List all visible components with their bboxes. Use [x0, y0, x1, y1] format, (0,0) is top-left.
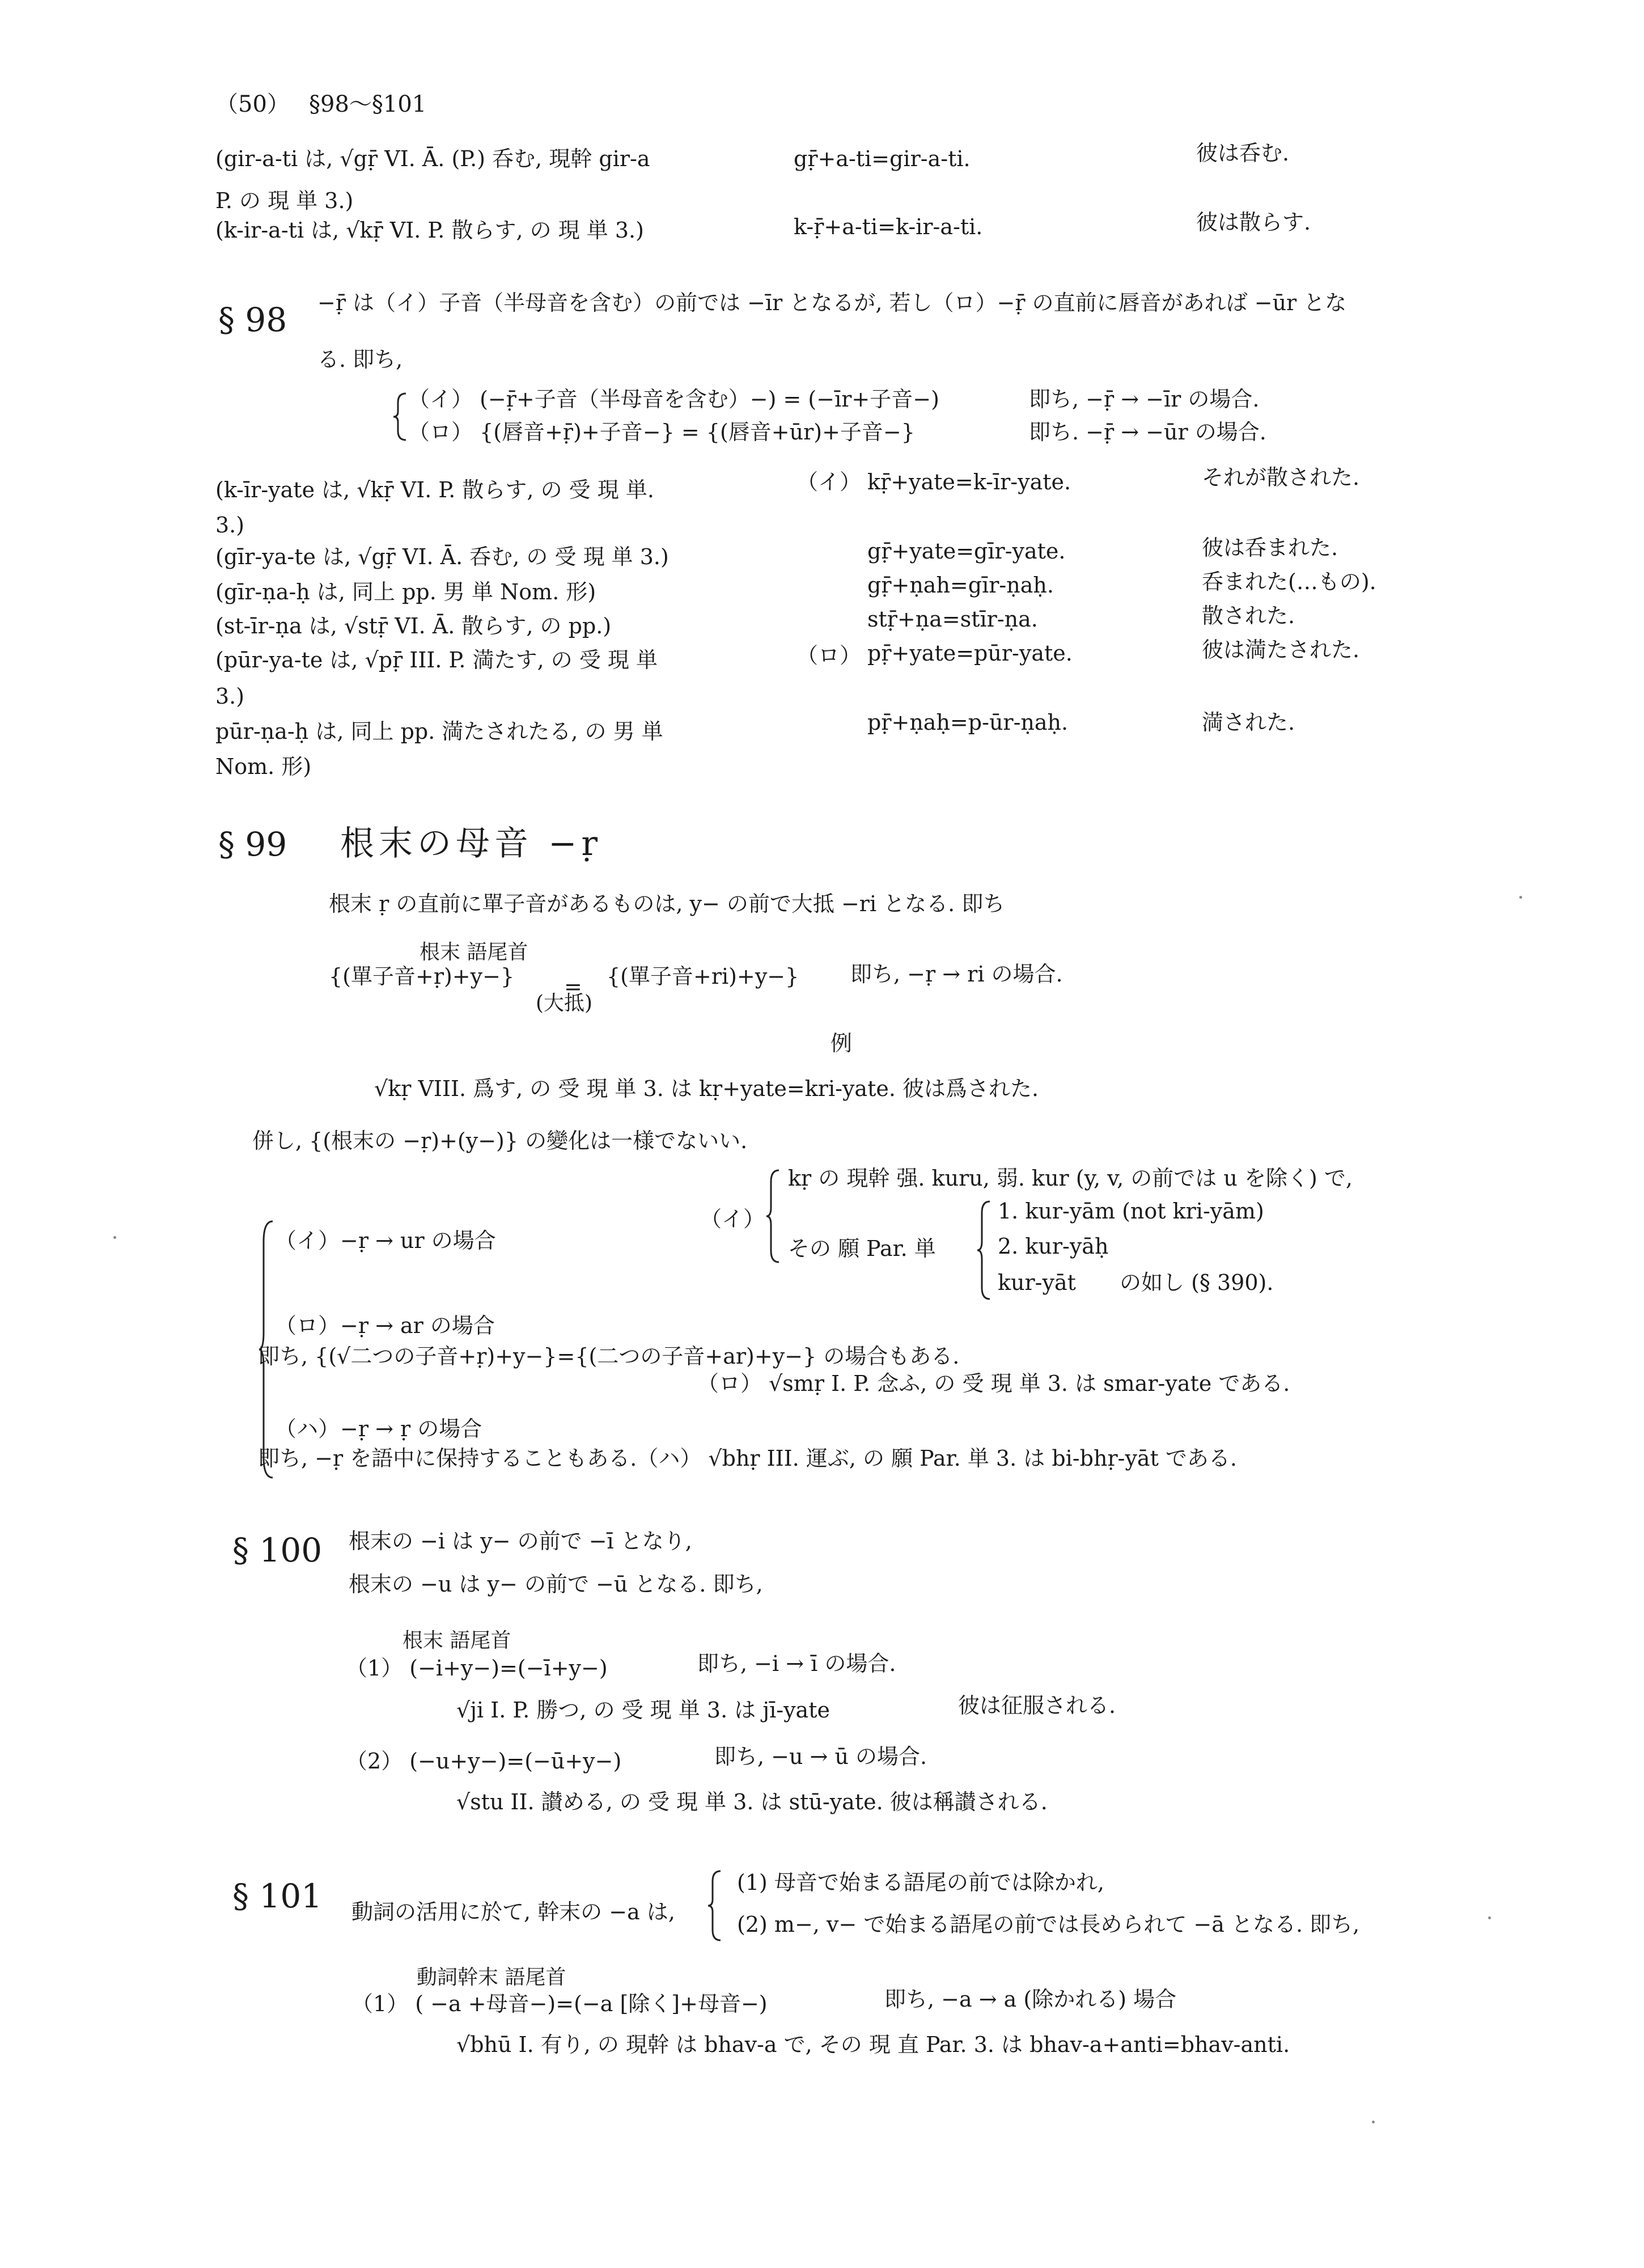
forms-brace: [975, 1199, 992, 1301]
page-number: （50）: [215, 91, 290, 117]
s100-example-1-meaning: 彼は征服される.: [958, 1693, 1116, 1718]
rule-ro: （ロ） {(唇音+ṝ)+子音−} = {(唇音+ūr)+子音−}: [408, 420, 915, 445]
s99-formula-eq: =: [564, 974, 582, 999]
scan-speck: [1372, 2121, 1375, 2123]
s98-label-ro: （ロ）: [796, 643, 862, 668]
s101-example: √bhū I. 有り, の 現幹 は bhav-a で, その 現 直 Par. 3. は bhav-a+anti=bhav-anti.: [456, 2032, 1290, 2057]
s98-label-i: （イ）: [796, 469, 862, 494]
s100-rule-2-note: 即ち, −u → ū の場合.: [714, 1744, 927, 1769]
s101-brace: [706, 1869, 723, 1943]
s99-case-ro-soku: 即ち, {(√二つの子音+ṛ)+y−}={(二つの子音+ar)+y−} の場合もある.: [258, 1344, 960, 1369]
s100-example-2: √stu II. 讃める, の 受 現 単 3. は stū-yate. 彼は稱讃される.: [456, 1789, 1048, 1814]
s98-meaning-3: 呑まれた(…もの).: [1202, 569, 1376, 594]
s100-rule-2: （2） (−u+y−)=(−ū+y−): [346, 1749, 622, 1774]
s98-formula-5: pṝ+yate=pūr-yate.: [867, 641, 1073, 666]
intro-formula-1: gṝ+a-ti=gir-a-ti.: [794, 146, 971, 171]
s99-formula-left: {(單子音+ṛ)+y−}: [329, 964, 515, 989]
section-98-text-2: る. 即ち,: [317, 347, 403, 372]
s100-rule-1: （1） (−i+y−)=(−ī+y−): [346, 1656, 608, 1681]
rule-ro-note: 即ち. −ṝ → −ūr の場合.: [1029, 420, 1266, 445]
s98-example-5-cont: 3.): [215, 684, 245, 709]
s98-example-6-cont: Nom. 形): [215, 754, 312, 779]
s101-rule-1: （1） ( −a +母音−)=(−a [除く]+母音−): [351, 1991, 768, 2016]
s99-case-i-text: −ṛ → ur の場合: [340, 1228, 496, 1253]
s98-formula-1: kṝ+yate=k-īr-yate.: [867, 469, 1071, 494]
intro-line-3: (k-ir-a-ti は, √kṝ VI. P. 散らす, の 現 単 3.): [215, 218, 644, 243]
s98-example-2: (gīr-ya-te は, √gṝ VI. Ā. 呑む, の 受 現 単 3.): [215, 544, 669, 569]
s99-case-ro-example: （ロ） √smṛ I. P. 念ふ, の 受 現 単 3. は smar-yate である.: [697, 1371, 1290, 1396]
rule-i-note: 即ち, −ṝ → −īr の場合.: [1029, 387, 1260, 412]
s98-formula-2: gṝ+yate=gīr-yate.: [867, 539, 1066, 564]
s98-meaning-5: 彼は満たされた.: [1202, 637, 1360, 662]
s99-example: √kṛ VIII. 爲す, の 受 現 単 3. は kṛ+yate=kri-yate. 彼は爲された.: [374, 1076, 1039, 1101]
s101-item-2: (2) m−, v− で始まる語尾の前では長められて −ā となる. 即ち,: [737, 1912, 1360, 1937]
s99-form-3: kur-yāt: [998, 1270, 1076, 1295]
s99-form-1: 1. kur-yām (not kri-yām): [998, 1199, 1264, 1224]
section-100-heading: § 100: [232, 1531, 323, 1569]
s99-formula-note: 即ち, −ṛ → ri の場合.: [850, 962, 1063, 987]
s98-meaning-6: 満された.: [1202, 710, 1295, 735]
intro-meaning-1: 彼は呑む.: [1196, 141, 1290, 166]
s99-case-ro-text: −ṛ → ar の場合: [340, 1313, 495, 1338]
s99-case-ha-soku: 即ち, −ṛ を語中に保持することもある.（ハ） √bhṛ III. 運ぶ, の 願 Par. 単 3. は bi-bhṛ-yāt である.: [258, 1446, 1237, 1471]
s99-case-ro-label: （ロ）: [275, 1313, 340, 1338]
intro-line-2: P. の 現 単 3.): [215, 188, 354, 213]
s101-rule-1-note: 即ち, −a → a (除かれる) 場合: [884, 1987, 1177, 2012]
s99-sub-i-2: その 願 Par. 単: [788, 1236, 936, 1261]
s98-meaning-1: それが散された.: [1202, 465, 1360, 490]
s98-example-1: (k-īr-yate は, √kṝ VI. P. 散らす, の 受 現 単.: [215, 477, 654, 502]
s99-but: 併し, {(根末の −ṛ)+(y−)} の變化は一様でないい.: [252, 1128, 748, 1153]
section-range: §98〜§101: [309, 91, 427, 117]
rule-i: （イ） (−ṝ+子音（半母音を含む）−) = (−īr+子音−): [408, 387, 939, 412]
s101-item-1: (1) 母音で始まる語尾の前では除かれ,: [737, 1870, 1104, 1895]
s98-formula-4: stṝ+ṇa=stīr-ṇa.: [867, 607, 1038, 632]
s100-text-1: 根末の −i は y− の前で −ī となり,: [349, 1529, 692, 1554]
s98-example-4: (st-īr-ṇa は, √stṝ VI. Ā. 散らす, の pp.): [215, 613, 612, 638]
s99-formula-right: {(單子音+ri)+y−}: [607, 964, 799, 989]
s99-form-2: 2. kur-yāḥ: [998, 1234, 1109, 1259]
s100-label-root: 根末 語尾首: [402, 1629, 511, 1652]
section-99-title: 根末の母音 −ṛ: [340, 824, 603, 864]
s99-label-root: 根末 語尾首: [420, 941, 528, 964]
scan-speck: [1519, 896, 1522, 899]
scan-speck: [113, 1236, 116, 1239]
s98-meaning-4: 散された.: [1202, 603, 1295, 628]
s98-formula-6: pṝ+ṇaḥ=p-ūr-ṇaḥ.: [867, 710, 1069, 735]
s99-case-ha-label: （ハ）: [275, 1416, 340, 1441]
sub-brace: [764, 1168, 781, 1264]
intro-line-1: (gir-a-ti は, √gṝ VI. Ā. (P.) 呑む, 現幹 gir-a: [215, 146, 650, 171]
intro-meaning-3: 彼は散らす.: [1196, 210, 1311, 235]
s98-formula-3: gṝ+ṇah=gīr-ṇaḥ.: [867, 573, 1054, 598]
rule-brace: [391, 391, 408, 442]
s99-case-ha-text: −ṛ → ṛ の場合: [340, 1416, 482, 1441]
s98-example-6: pūr-ṇa-ḥ は, 同上 pp. 満たされたる, の 男 単: [215, 719, 663, 744]
s99-label-mostly: (大抵): [536, 992, 593, 1015]
s100-rule-1-note: 即ち, −i → ī の場合.: [697, 1651, 896, 1676]
s98-example-1-cont: 3.): [215, 513, 245, 538]
section-98-heading: § 98: [218, 301, 287, 339]
s101-label-stem: 動詞幹末 語尾首: [417, 1966, 566, 1989]
s100-text-2: 根末の −u は y− の前で −ū となる. 即ち,: [349, 1572, 763, 1597]
s99-form-3-note: の如し (§ 390).: [1120, 1270, 1274, 1295]
s99-text-1: 根末 ṛ の直前に單子音があるものは, y− の前で大抵 −ri となる. 即ち: [329, 891, 1005, 916]
scan-speck: [1488, 1916, 1491, 1919]
s100-example-1: √ji I. P. 勝つ, の 受 現 単 3. は jī-yate: [456, 1698, 830, 1723]
s99-case-i-label: （イ）: [275, 1228, 340, 1253]
s98-meaning-2: 彼は呑まれた.: [1202, 535, 1338, 560]
section-98-text-1: −ṝ は（イ）子音（半母音を含む）の前では −īr となるが, 若し（ロ）−ṝ の直前に唇音があれば −ūr とな: [317, 290, 1347, 315]
section-101-heading: § 101: [232, 1877, 323, 1915]
s99-sub-i-1: kṛ の 現幹 强. kuru, 弱. kur (y, v, の前では u を除く) で,: [788, 1166, 1353, 1191]
s99-example-head: 例: [831, 1031, 853, 1056]
s98-example-5: (pūr-ya-te は, √pṝ III. P. 満たす, の 受 現 単: [215, 648, 658, 672]
s101-text-lead: 動詞の活用に於て, 幹末の −a は,: [351, 1899, 675, 1924]
s98-example-3: (gīr-ṇa-ḥ は, 同上 pp. 男 単 Nom. 形): [215, 579, 596, 604]
section-99-heading: § 99: [218, 825, 287, 864]
s99-sub-i-label: （イ）: [700, 1207, 765, 1232]
intro-formula-3: k-ṝ+a-ti=k-ir-a-ti.: [794, 214, 983, 239]
